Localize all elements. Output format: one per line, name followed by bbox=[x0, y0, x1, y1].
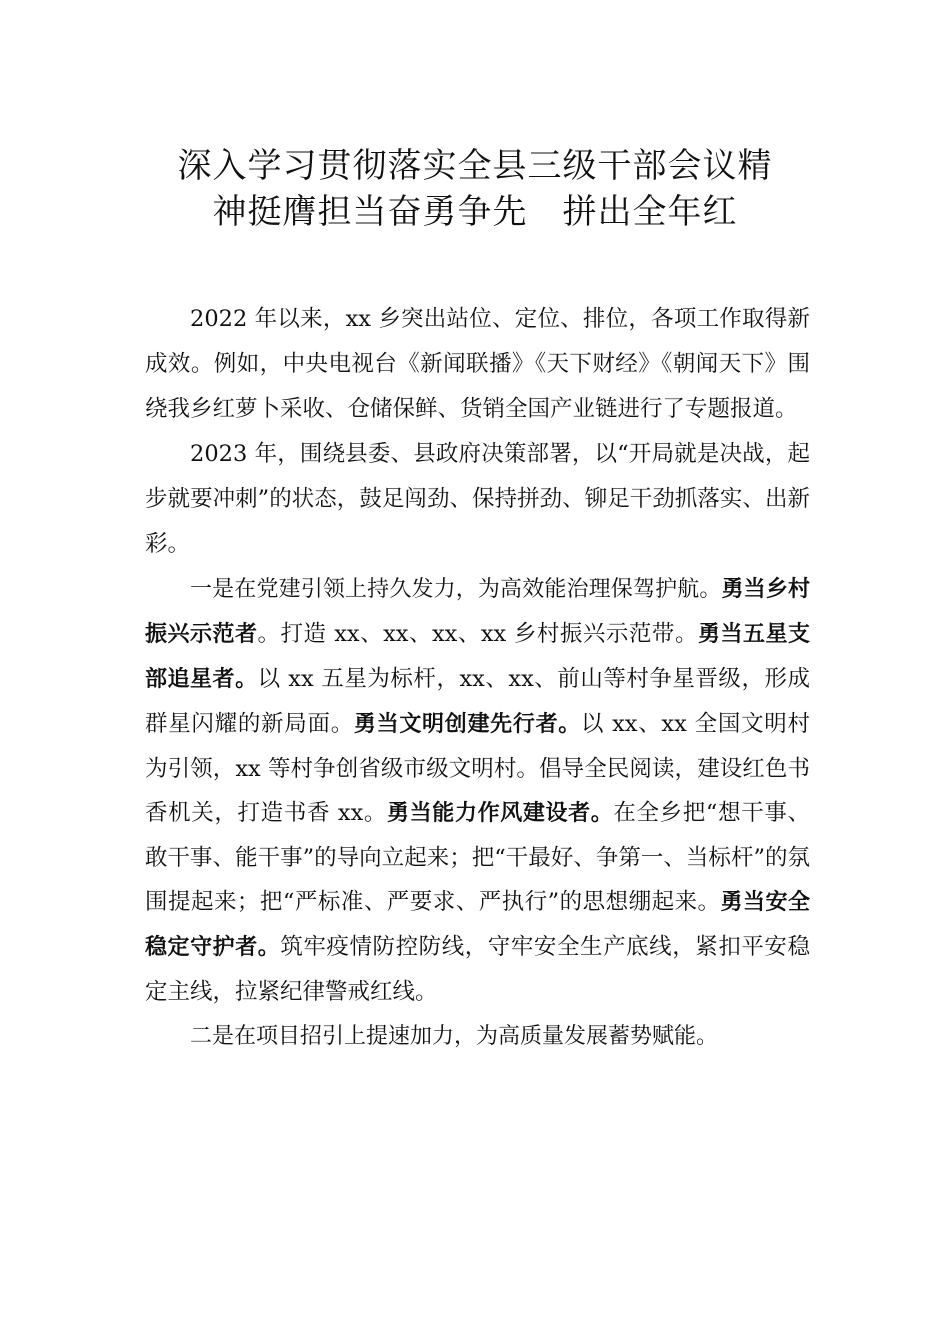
title-line-1: 深入学习贯彻落实全县三级干部会议精 bbox=[177, 146, 773, 186]
point-5-title: 勇当安全稳定守护者。 bbox=[145, 890, 810, 960]
title-line-2: 神挺膺担当奋勇争先 拼出全年红 bbox=[212, 192, 738, 232]
document-body bbox=[145, 297, 810, 1059]
point-2-title: 勇当五星支部追星者。 bbox=[145, 622, 810, 692]
point-2-text: 以 xx 五星为标杆，xx、xx、前山等村争星晋级，形成群星闪耀的新局面。 bbox=[145, 666, 810, 737]
section-2-heading: 二是在项目招引上提速加力，为高质量发展蓄势赋能。 bbox=[190, 1024, 719, 1049]
point-3-text: 以 xx、xx 全国文明村为引领，xx 等村争创省级市级文明村。倡导全民阅读，建设红色书香机关，打造书香 xx。 bbox=[145, 711, 810, 826]
section-1-heading: 一是在党建引领上持久发力，为高效能治理保驾护航。 bbox=[190, 577, 722, 602]
point-5-text: 筑牢疫情防控防线，守牢安全生产底线，紧扣平安稳定主线，拉紧纪律警戒红线。 bbox=[145, 934, 810, 1005]
point-3-title: 勇当文明创建先行者。 bbox=[353, 712, 582, 737]
paragraph-2: 2023 年，围绕县委、县政府决策部署，以“开局就是决战，起步就要冲刺”的状态，鼓足闯劲、保持拼劲、铆足干劲抓落实、出新彩。 bbox=[145, 441, 810, 557]
document-title bbox=[100, 143, 850, 235]
point-4-title: 勇当能力作风建设者。 bbox=[387, 801, 614, 826]
paragraph-4 bbox=[145, 1014, 810, 1059]
point-4-text: 在全乡把“想干事、敢干事、能干事”的导向立起来；把“干最好、争第一、当标杆”的氛围提起来；把“严标准、严要求、严执行”的思想绷起来。 bbox=[145, 800, 810, 915]
point-1-title: 勇当乡村振兴示范者 bbox=[145, 577, 810, 647]
point-1-text: 。打造 xx、xx、xx、xx 乡村振兴示范带。 bbox=[257, 621, 698, 647]
paragraph-3 bbox=[145, 567, 810, 1014]
paragraph-1: 2022 年以来，xx 乡突出站位、定位、排位，各项工作取得新成效。例如，中央电视台《新闻联播》《天下财经》《朝闻天下》围绕我乡红萝卜采收、仓储保鲜、货销全国产业链进行了专题报道。 bbox=[145, 306, 810, 422]
